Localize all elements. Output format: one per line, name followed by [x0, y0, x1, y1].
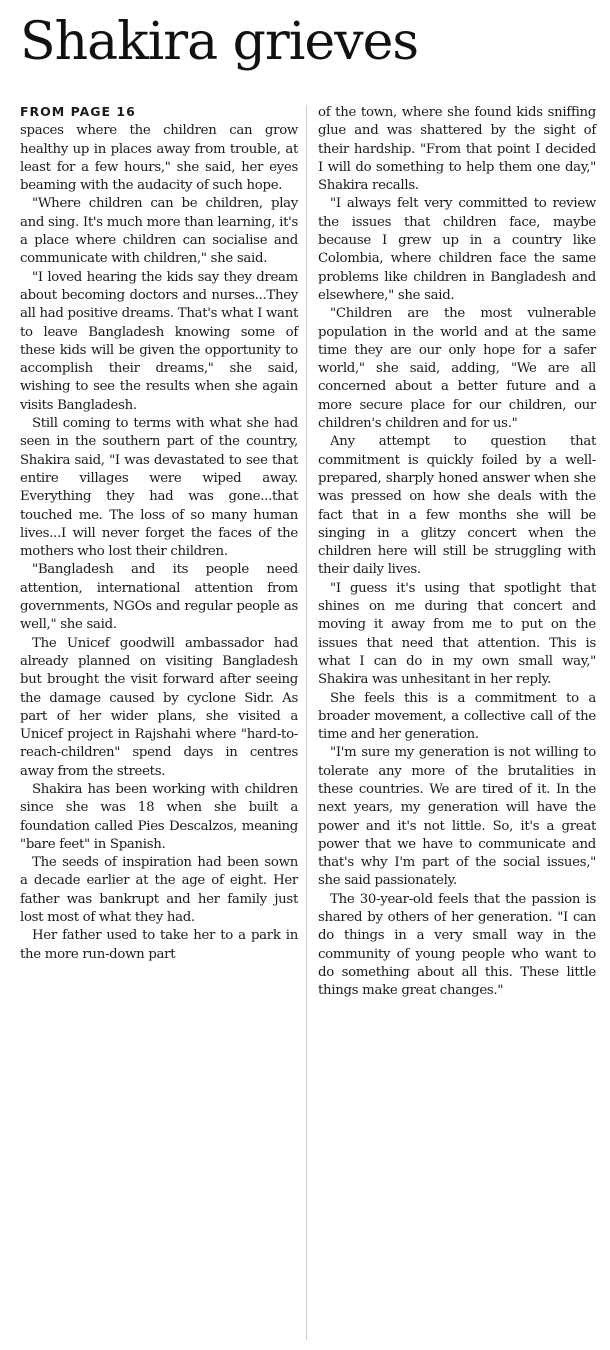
- headline: Shakira grieves: [20, 12, 419, 72]
- continuation-kicker: FROM PAGE 16: [20, 104, 136, 119]
- paragraph: "I loved hearing the kids say they dream about becoming doctors and nurses...They all had positive dreams. That's what I want to leave Bangladesh knowing some of these kids will be given the opportunity to accomplish their dreams," she said, wishing to see the results when she again visits Bangladesh.: [20, 269, 298, 413]
- paragraph: "Children are the most vulnerable population in the world and at the same time they are our only hope for a safer world," she said, adding, "We are all concerned about a better future and a more secure place for our children, our children's children and for us.": [318, 306, 596, 432]
- paragraph: The Unicef goodwill ambassador had already planned on visiting Bangladesh but brought the visit forward after seeing the damage caused by cyclone Sidr. As part of her wider plans, she visited a Unicef project in Rajshahi where "hard-to-reach-children" spend days in centres away from the streets.: [20, 635, 298, 779]
- paragraph: spaces where the children can grow healthy up in places away from trouble, at least for a few hours," she said, her eyes beaming with the audacity of such hope.: [20, 123, 298, 194]
- column-divider: [306, 105, 307, 1340]
- paragraph: Still coming to terms with what she had seen in the southern part of the country, Shakira said, "I was devastated to see that entire villages were wiped away. Everything they had was gone...that touched me. The loss of so many human lives...I will never forget the faces of the mothers who lost their children.: [20, 416, 298, 560]
- paragraph: "I always felt very committed to review the issues that children face, maybe because I grew up in a country like Colombia, where children face the same problems like children in Bangladesh and elsewhere," she said.: [318, 196, 596, 303]
- paragraph: The 30-year-old feels that the passion is shared by others of her generation. "I can do things in a very small way in the community of young people who want to do something about all this. These little things make great changes.": [318, 891, 596, 999]
- paragraph: "I'm sure my generation is not willing to tolerate any more of the brutalities in these countries. We are tired of it. In the next years, my generation will have the power and it's not little. So, it's a great power that we have to communicate and that's why I'm part of the social issues," she said passionately.: [318, 745, 596, 889]
- paragraph: of the town, where she found kids sniffing glue and was shattered by the sight of their hardship. "From that point I decided I will do something to help them one day," Shakira recalls.: [318, 105, 596, 194]
- left-column: [20, 103, 298, 964]
- paragraph: Her father used to take her to a park in the more run-down part: [20, 928, 298, 962]
- paragraph: Shakira has been working with children since she was 18 when she built a foundation called Pies Descalzos, meaning "bare feet" in Spanish.: [20, 781, 298, 852]
- paragraph: "Bangladesh and its people need attention, international attention from governments, NGOs and regular people as well," she said.: [20, 562, 298, 633]
- paragraph: She feels this is a commitment to a broader movement, a collective call of the time and her generation.: [318, 690, 596, 743]
- paragraph: "Where children can be children, play and sing. It's much more than learning, it's a place where children can socialise and communicate with children," she said.: [20, 196, 298, 267]
- paragraph: "I guess it's using that spotlight that shines on me during that concert and moving it away from me to put on the issues that need that attention. This is what I can do in my own small way," Shakira was unhesitant in her reply.: [318, 580, 596, 688]
- right-column: [318, 104, 596, 1001]
- paragraph: The seeds of inspiration had been sown a decade earlier at the age of eight. Her father was bankrupt and her family just lost most of what they had.: [20, 855, 298, 926]
- paragraph: Any attempt to question that commitment is quickly foiled by a well-prepared, sharply honed answer when she was pressed on how she deals with the fact that in a few months she will be singing in a glitzy concert when the children here will still be struggling with their daily lives.: [318, 434, 596, 578]
